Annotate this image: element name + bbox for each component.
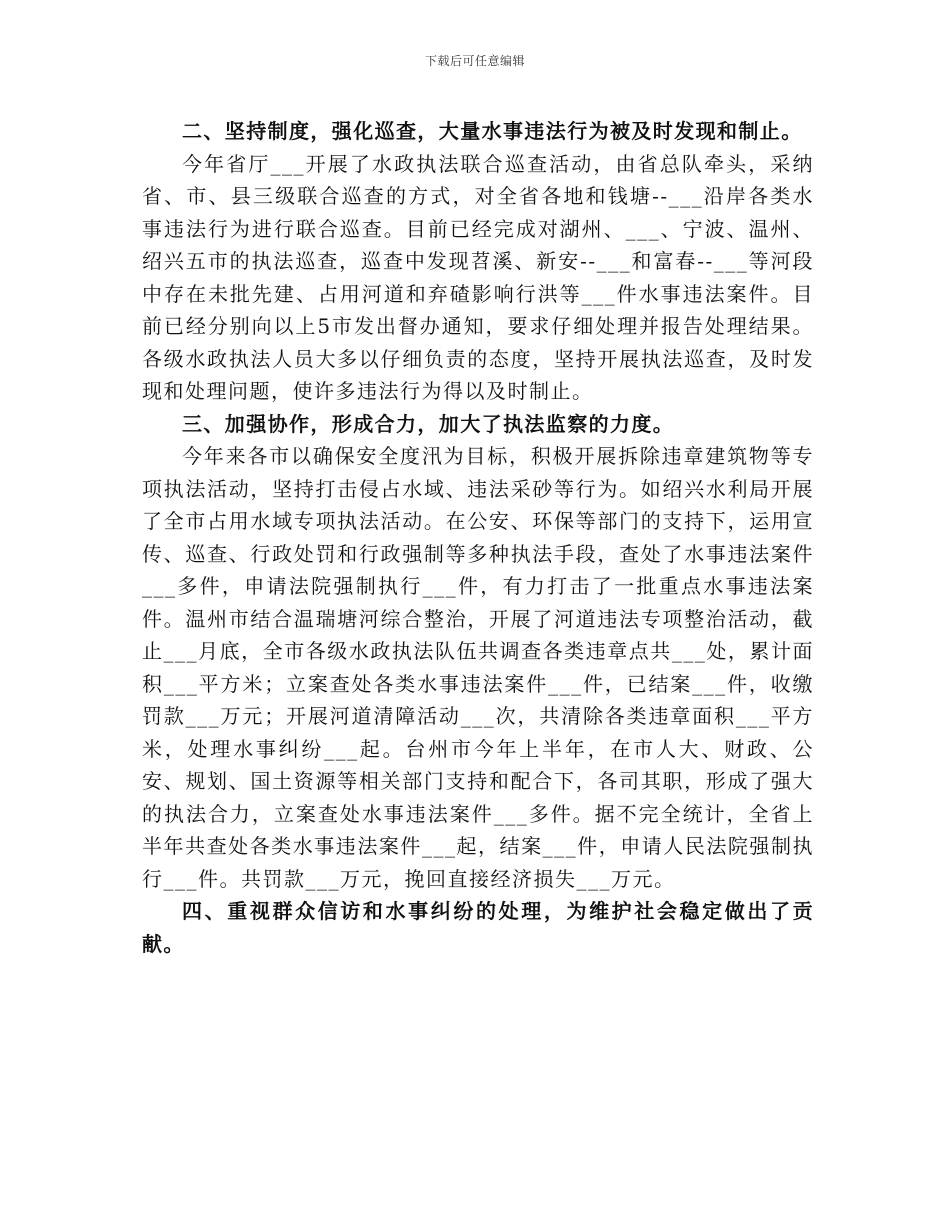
section-paragraph-2: 今年省厅___开展了水政执法联合巡查活动，由省总队牵头，采纳省、市、县三级联合巡查的方式，对全省各地和钱塘--___沿岸各类水事违法行为进行联合巡查。目前已经完成对湖州、___、宁波、温州、绍兴五市的执法巡查，巡查中发现苕溪、新安--___和富春--___等河段中存在未批先建、占用河道和弃碴影响行洪等___件水事违法案件。目前已经分别向以上5市发出督办通知，要求仔细处理并报告处理结果。各级水政执法人员大多以仔细负责的态度，坚持开展执法巡查，及时发现和处理问题，使许多违法行为得以及时制止。 bbox=[142, 151, 814, 403]
page-header-note: 下载后可任意编辑 bbox=[424, 54, 525, 68]
section-paragraph-3: 今年来各市以确保安全度汛为目标，积极开展拆除违章建筑物等专项执法活动，坚持打击侵占水域、违法采砂等行为。如绍兴水利局开展了全市占用水域专项执法活动。在公安、环保等部门的支持下，运用宣传、巡查、行政处罚和行政强制等多种执法手段，查处了水事违法案件___多件，申请法院强制执行___件，有力打击了一批重点水事违法案件。温州市结合温瑞塘河综合整治，开展了河道违法专项整治活动，截止___月底，全市各级水政执法队伍共调查各类违章点共___处，累计面积___平方米；立案查处各类水事违法案件___件，已结案___件，收缴罚款___万元；开展河道清障活动___次，共清除各类违章面积___平方米，处理水事纠纷___起。台州市今年上半年，在市人大、财政、公安、规划、国土资源等相关部门支持和配合下，各司其职，形成了强大的执法合力，立案查处水事违法案件___多件。据不完全统计，全省上半年共查处各类水事违法案件___起，结案___件，申请人民法院强制执行___件。共罚款___万元，挽回直接经济损失___万元。 bbox=[142, 444, 814, 891]
section-heading-4: 四、重视群众信访和水事纠纷的处理，为维护社会稳定做出了贡献。 bbox=[142, 899, 814, 956]
section-heading-2: 二、坚持制度，强化巡查，大量水事违法行为被及时发现和制止。 bbox=[182, 119, 803, 143]
document-body bbox=[142, 115, 814, 960]
section-heading-3: 三、加强协作，形成合力，加大了执法监察的力度。 bbox=[182, 411, 675, 436]
